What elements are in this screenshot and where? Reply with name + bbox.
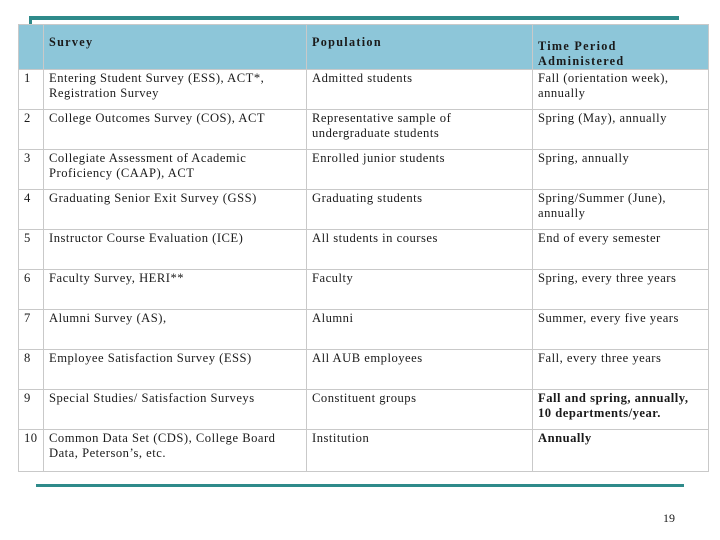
table-row [19, 110, 709, 150]
population-cell-line: Admitted students [312, 71, 413, 85]
survey-cell-line: Employee Satisfaction Survey (ESS) [49, 351, 252, 365]
survey-cell [44, 110, 307, 150]
survey-cell [44, 190, 307, 230]
time-period-cell-line: Annually [538, 431, 592, 445]
population-cell [307, 150, 533, 190]
time-period-cell-line: End of every semester [538, 231, 661, 245]
row-number: 9 [19, 390, 44, 430]
header-num [19, 25, 44, 70]
time-period-cell [533, 190, 709, 230]
population-cell [307, 190, 533, 230]
population-cell [307, 390, 533, 430]
time-period-cell-line: Spring, annually [538, 151, 630, 165]
time-period-cell [533, 150, 709, 190]
survey-cell-line: Entering Student Survey (ESS), ACT*, [49, 71, 265, 85]
survey-cell [44, 390, 307, 430]
survey-table [18, 24, 709, 472]
time-period-cell-line: Spring (May), annually [538, 111, 667, 125]
table-row [19, 430, 709, 472]
survey-cell-line: Instructor Course Evaluation (ICE) [49, 231, 244, 245]
survey-cell [44, 150, 307, 190]
row-number: 7 [19, 310, 44, 350]
population-cell-line: Enrolled junior students [312, 151, 446, 165]
survey-cell-line: Graduating Senior Exit Survey (GSS) [49, 191, 257, 205]
survey-cell [44, 270, 307, 310]
header-population: Population [307, 25, 533, 70]
time-period-cell [533, 230, 709, 270]
population-cell-line: All students in courses [312, 231, 438, 245]
population-cell-line: Constituent groups [312, 391, 417, 405]
survey-cell [44, 350, 307, 390]
time-period-cell [533, 390, 709, 430]
table-row [19, 70, 709, 110]
table-row [19, 390, 709, 430]
population-cell-line: undergraduate students [312, 126, 440, 140]
population-cell-line: Graduating students [312, 191, 423, 205]
survey-cell-line: Alumni Survey (AS), [49, 311, 167, 325]
bottom-rule [36, 484, 684, 487]
population-cell-line: All AUB employees [312, 351, 423, 365]
row-number: 1 [19, 70, 44, 110]
time-period-cell [533, 70, 709, 110]
survey-cell-line: Data, Peterson’s, etc. [49, 446, 166, 460]
table-row [19, 350, 709, 390]
survey-cell-line: Common Data Set (CDS), College Board [49, 431, 276, 445]
survey-cell [44, 430, 307, 472]
survey-cell-line: Special Studies/ Satisfaction Surveys [49, 391, 255, 405]
time-period-cell-line: 10 departments/year. [538, 406, 661, 420]
population-cell-line: Institution [312, 431, 370, 445]
survey-cell-line: College Outcomes Survey (COS), ACT [49, 111, 266, 125]
population-cell [307, 310, 533, 350]
row-number: 10 [19, 430, 44, 472]
population-cell [307, 110, 533, 150]
population-cell [307, 70, 533, 110]
time-period-cell [533, 310, 709, 350]
time-period-cell-line: Fall (orientation week), [538, 71, 669, 85]
header-survey: Survey [44, 25, 307, 70]
row-number: 3 [19, 150, 44, 190]
row-number: 2 [19, 110, 44, 150]
population-cell-line: Faculty [312, 271, 354, 285]
time-period-cell-line: Spring, every three years [538, 271, 677, 285]
population-cell [307, 270, 533, 310]
table-header-row [19, 25, 709, 70]
page-number: 19 [663, 511, 675, 525]
survey-cell [44, 70, 307, 110]
population-cell [307, 350, 533, 390]
survey-cell [44, 230, 307, 270]
population-cell [307, 230, 533, 270]
population-cell-line: Representative sample of [312, 111, 452, 125]
table-row [19, 310, 709, 350]
time-period-cell-line: Fall and spring, annually, [538, 391, 689, 405]
top-rule [29, 16, 679, 20]
survey-cell-line: Faculty Survey, HERI** [49, 271, 185, 285]
population-cell-line: Alumni [312, 311, 354, 325]
population-cell [307, 430, 533, 472]
time-period-cell-line: annually [538, 86, 586, 100]
row-number: 4 [19, 190, 44, 230]
time-period-cell [533, 110, 709, 150]
time-period-cell-line: Summer, every five years [538, 311, 679, 325]
survey-cell-line: Proficiency (CAAP), ACT [49, 166, 195, 180]
time-period-cell-line: Fall, every three years [538, 351, 662, 365]
row-number: 8 [19, 350, 44, 390]
header-time-period [533, 25, 709, 70]
row-number: 5 [19, 230, 44, 270]
table-row [19, 190, 709, 230]
survey-cell [44, 310, 307, 350]
survey-cell-line: Registration Survey [49, 86, 159, 100]
survey-cell-line: Collegiate Assessment of Academic [49, 151, 247, 165]
table-row [19, 150, 709, 190]
time-period-cell [533, 430, 709, 472]
row-number: 6 [19, 270, 44, 310]
time-period-cell-line: annually [538, 206, 586, 220]
table-row [19, 230, 709, 270]
time-period-cell [533, 350, 709, 390]
header-time-period-line1: Time Period [538, 39, 617, 53]
time-period-cell-line: Spring/Summer (June), [538, 191, 667, 205]
table-row [19, 270, 709, 310]
header-time-period-line2: Administered [538, 54, 625, 68]
time-period-cell [533, 270, 709, 310]
